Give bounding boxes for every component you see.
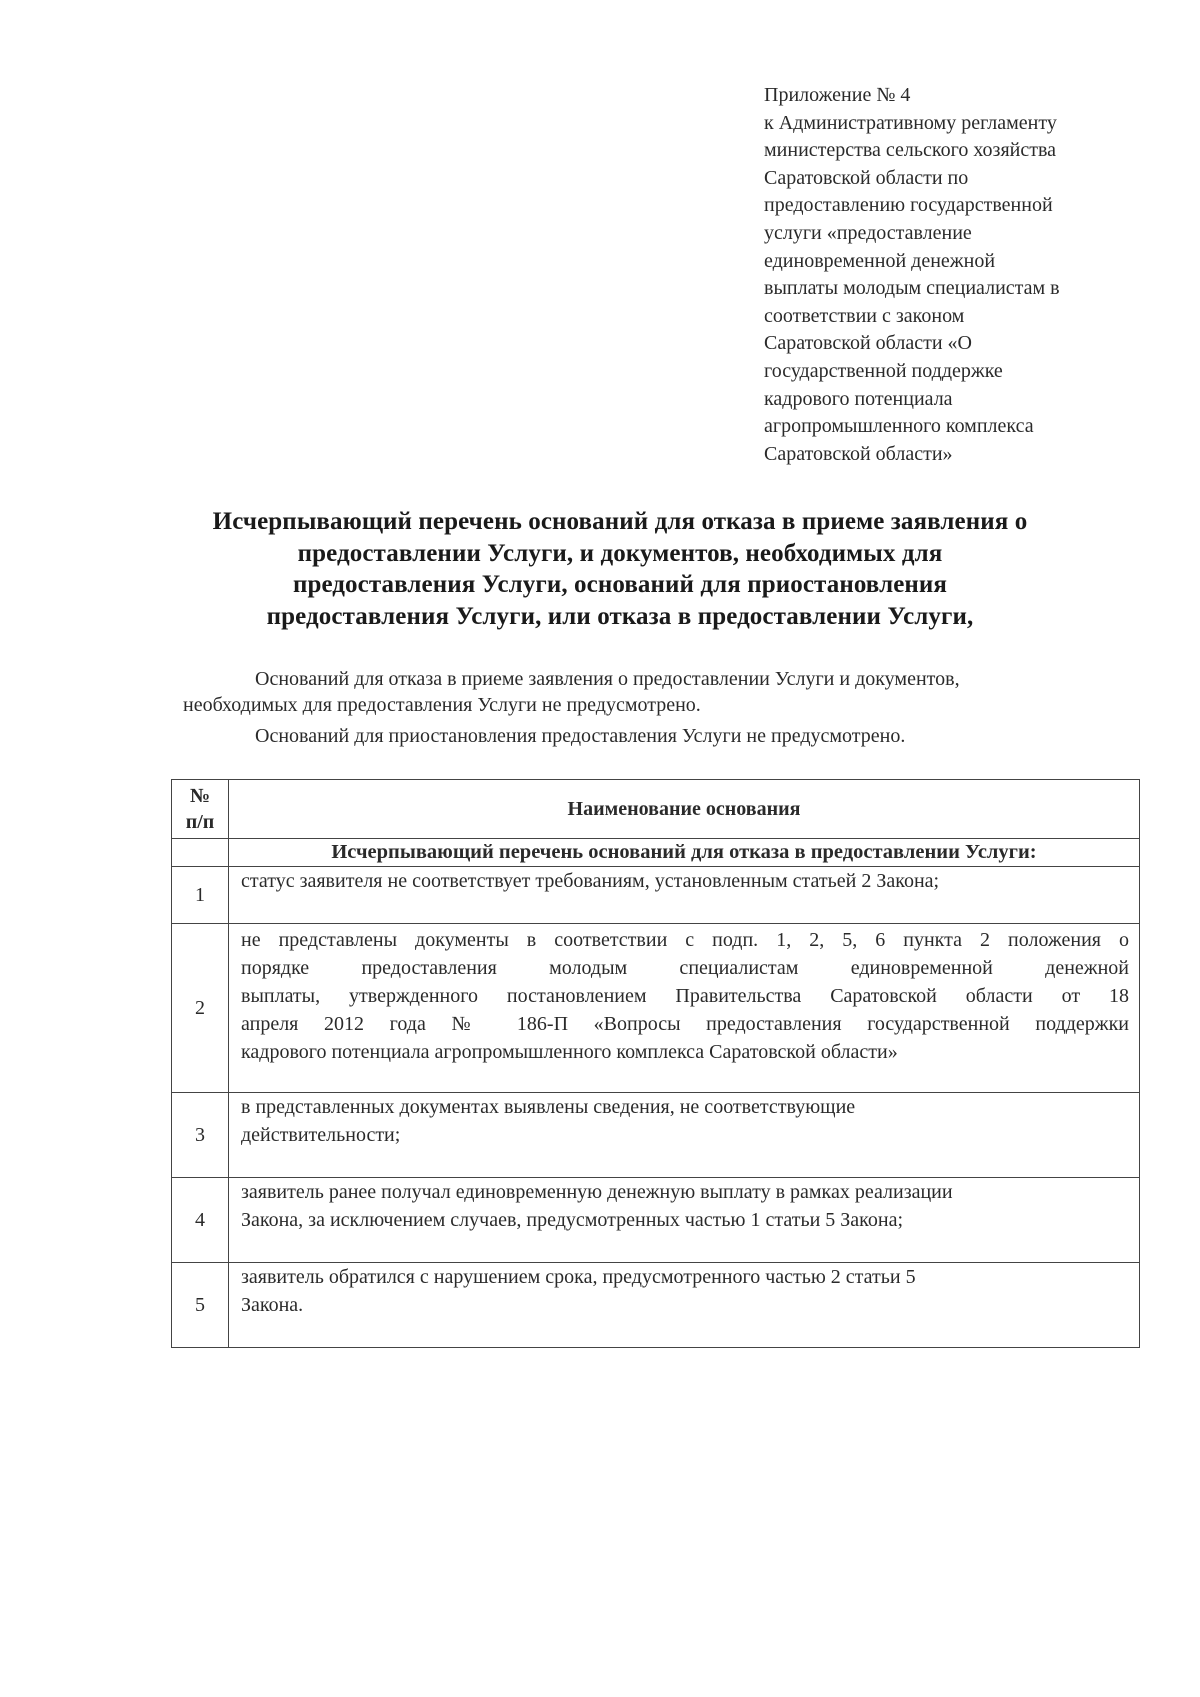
- reason-line: кадрового потенциала агропромышленного комплекса Саратовской области»: [241, 1041, 898, 1063]
- appendix-line: соответствии с законом: [764, 304, 965, 327]
- row-reason: [229, 1178, 1140, 1263]
- appendix-line: услуги «предоставление: [764, 221, 972, 244]
- paragraph-line: Оснований для отказа в приеме заявления о предоставлении Услуги и документов,: [255, 668, 960, 690]
- appendix-line: предоставлению государственной: [764, 194, 1053, 217]
- appendix-line: кадрового потенциала: [764, 387, 953, 410]
- grounds-table: [171, 779, 1140, 1348]
- table-row: [172, 867, 1140, 924]
- appendix-line: единовременной денежной: [764, 249, 996, 272]
- row-number: 1: [172, 867, 229, 924]
- appendix-line: Саратовской области по: [764, 166, 969, 189]
- reason-line: не представлены документы в соответствии с подп. 1, 2, 5, 6 пункта 2 положения о: [241, 929, 1129, 951]
- row-reason: [229, 1263, 1140, 1348]
- header-number-cell: [172, 780, 229, 839]
- header-number-sign: №: [189, 785, 211, 807]
- paragraph-no-suspension-reasons: Оснований для приостановления предоставления Услуги не предусмотрено.: [255, 725, 906, 747]
- row-number: 4: [172, 1178, 229, 1263]
- appendix-line: агропромышленного комплекса: [764, 415, 1034, 438]
- reason-line: заявитель ранее получал единовременную денежную выплату в рамках реализации: [241, 1181, 953, 1203]
- reason-line: Закона, за исключением случаев, предусмотренных частью 1 статьи 5 Закона;: [241, 1209, 904, 1231]
- paragraph-no-refusal-reasons: [183, 666, 1143, 718]
- appendix-block: [764, 82, 1144, 468]
- header-name-cell: Наименование основания: [229, 780, 1140, 839]
- row-reason: [229, 1093, 1140, 1178]
- paragraph-line: необходимых для предоставления Услуги не предусмотрено.: [183, 694, 701, 716]
- row-reason: [229, 867, 1140, 924]
- section-title-cell: Исчерпывающий перечень оснований для отказа в предоставлении Услуги:: [229, 839, 1140, 867]
- table-header-row: [172, 780, 1140, 839]
- table-section-row: [172, 839, 1140, 867]
- appendix-line: к Административному регламенту: [764, 111, 1057, 134]
- appendix-line: выплаты молодым специалистам в: [764, 277, 1060, 300]
- title-line: предоставления Услуги, оснований для приостановления: [292, 571, 948, 598]
- row-reason: [229, 924, 1140, 1093]
- title-line: предоставления Услуги, или отказа в предоставлении Услуги,: [266, 602, 974, 630]
- row-number: 3: [172, 1093, 229, 1178]
- appendix-line: министерства сельского хозяйства: [764, 139, 1057, 162]
- document-title: [150, 506, 1090, 632]
- appendix-line: Саратовской области «О: [764, 332, 972, 355]
- table-row: [172, 1263, 1140, 1348]
- reason-line: Закона.: [241, 1294, 304, 1316]
- table-row: [172, 1093, 1140, 1178]
- reason-line: в представленных документах выявлены сведения, не соответствующие: [241, 1096, 856, 1118]
- reason-line: апреля 2012 года № 186-П «Вопросы предоставления государственной поддержки: [241, 1013, 1129, 1035]
- appendix-line: Приложение № 4: [764, 84, 911, 106]
- reason-line: статус заявителя не соответствует требованиям, установленным статьей 2 Закона;: [241, 870, 940, 892]
- header-number-abbr: п/п: [185, 811, 215, 833]
- table-row: [172, 1178, 1140, 1263]
- reason-line: выплаты, утвержденного постановлением Правительства Саратовской области от 18: [241, 985, 1129, 1007]
- section-empty-cell: [172, 839, 229, 867]
- reason-line: действительности;: [241, 1124, 401, 1146]
- title-line: Исчерпывающий перечень оснований для отказа в приеме заявления о: [212, 508, 1028, 535]
- row-number: 5: [172, 1263, 229, 1348]
- title-line: предоставлении Услуги, и документов, необходимых для: [297, 539, 943, 567]
- reason-line: заявитель обратился с нарушением срока, предусмотренного частью 2 статьи 5: [241, 1266, 916, 1288]
- reason-line: порядке предоставления молодым специалистам единовременной денежной: [241, 957, 1129, 979]
- row-number: 2: [172, 924, 229, 1093]
- table-row: [172, 924, 1140, 1093]
- appendix-line: Саратовской области»: [764, 442, 953, 465]
- appendix-line: государственной поддержке: [764, 359, 1003, 382]
